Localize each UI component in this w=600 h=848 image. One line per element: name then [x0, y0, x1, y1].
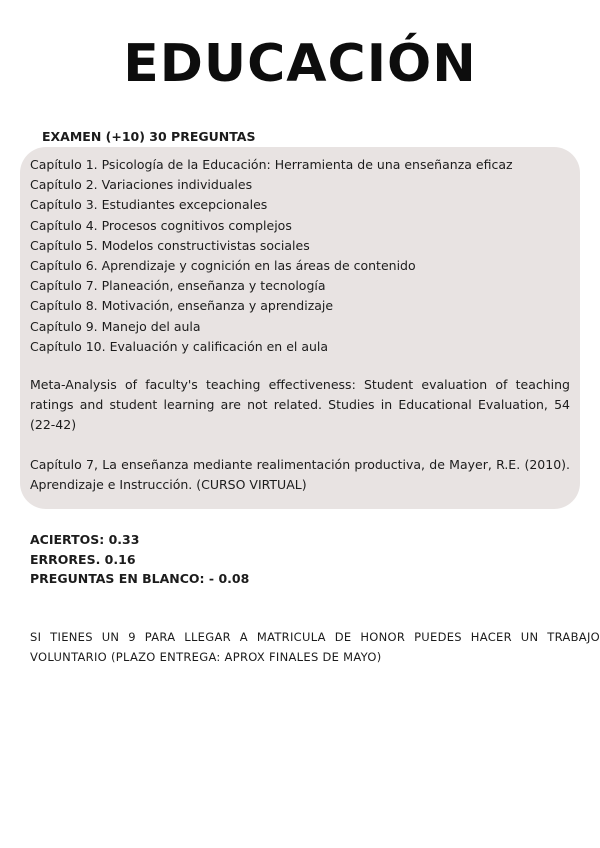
chapter-item: Capítulo 5. Modelos constructivistas sociales [30, 237, 310, 253]
score-errores: ERRORES. 0.16 [30, 551, 136, 567]
chapter-item: Capítulo 10. Evaluación y calificación en el aula [30, 338, 329, 354]
honor-notice: SI TIENES UN 9 PARA LLEGAR A MATRICULA DE HONOR PUEDES HACER UN TRABAJO VOLUNTARIO (PLAZO ENTREGA: APROX FINALES DE MAYO) [30, 630, 600, 664]
chapter-item: Capítulo 7. Planeación, enseñanza y tecnología [30, 278, 326, 294]
page-title: EDUCACIÓN [123, 34, 477, 94]
chapter-list [30, 155, 570, 357]
chapter-item: Capítulo 4. Procesos cognitivos complejos [30, 217, 292, 233]
reference-mayer: Capítulo 7, La enseñanza mediante realimentación productiva, de Mayer, R.E. (2010). Aprendizaje e Instrucción. (CURSO VIRTUAL) [30, 457, 570, 493]
chapter-item: Capítulo 8. Motivación, enseñanza y aprendizaje [30, 298, 334, 314]
chapter-item: Capítulo 2. Variaciones individuales [30, 177, 253, 193]
chapter-item: Capítulo 3. Estudiantes excepcionales [30, 197, 268, 213]
scoring-rules [30, 530, 249, 589]
score-aciertos: ACIERTOS: 0.33 [30, 532, 140, 547]
exam-header: EXAMEN (+10) 30 PREGUNTAS [42, 129, 256, 144]
score-blanco: PREGUNTAS EN BLANCO: - 0.08 [30, 571, 250, 586]
chapter-item: Capítulo 1. Psicología de la Educación: Herramienta de una enseñanza eficaz [30, 157, 513, 172]
chapter-item: Capítulo 6. Aprendizaje y cognición en las áreas de contenido [30, 258, 416, 274]
syllabus-card [20, 147, 580, 509]
chapter-item: Capítulo 9. Manejo del aula [30, 318, 201, 334]
reference-meta-analysis: Meta-Analysis of faculty's teaching effectiveness: Student evaluation of teaching ratings and student learning are not related. Studies in Educational Evaluation, 54 (22-42) [30, 377, 570, 433]
